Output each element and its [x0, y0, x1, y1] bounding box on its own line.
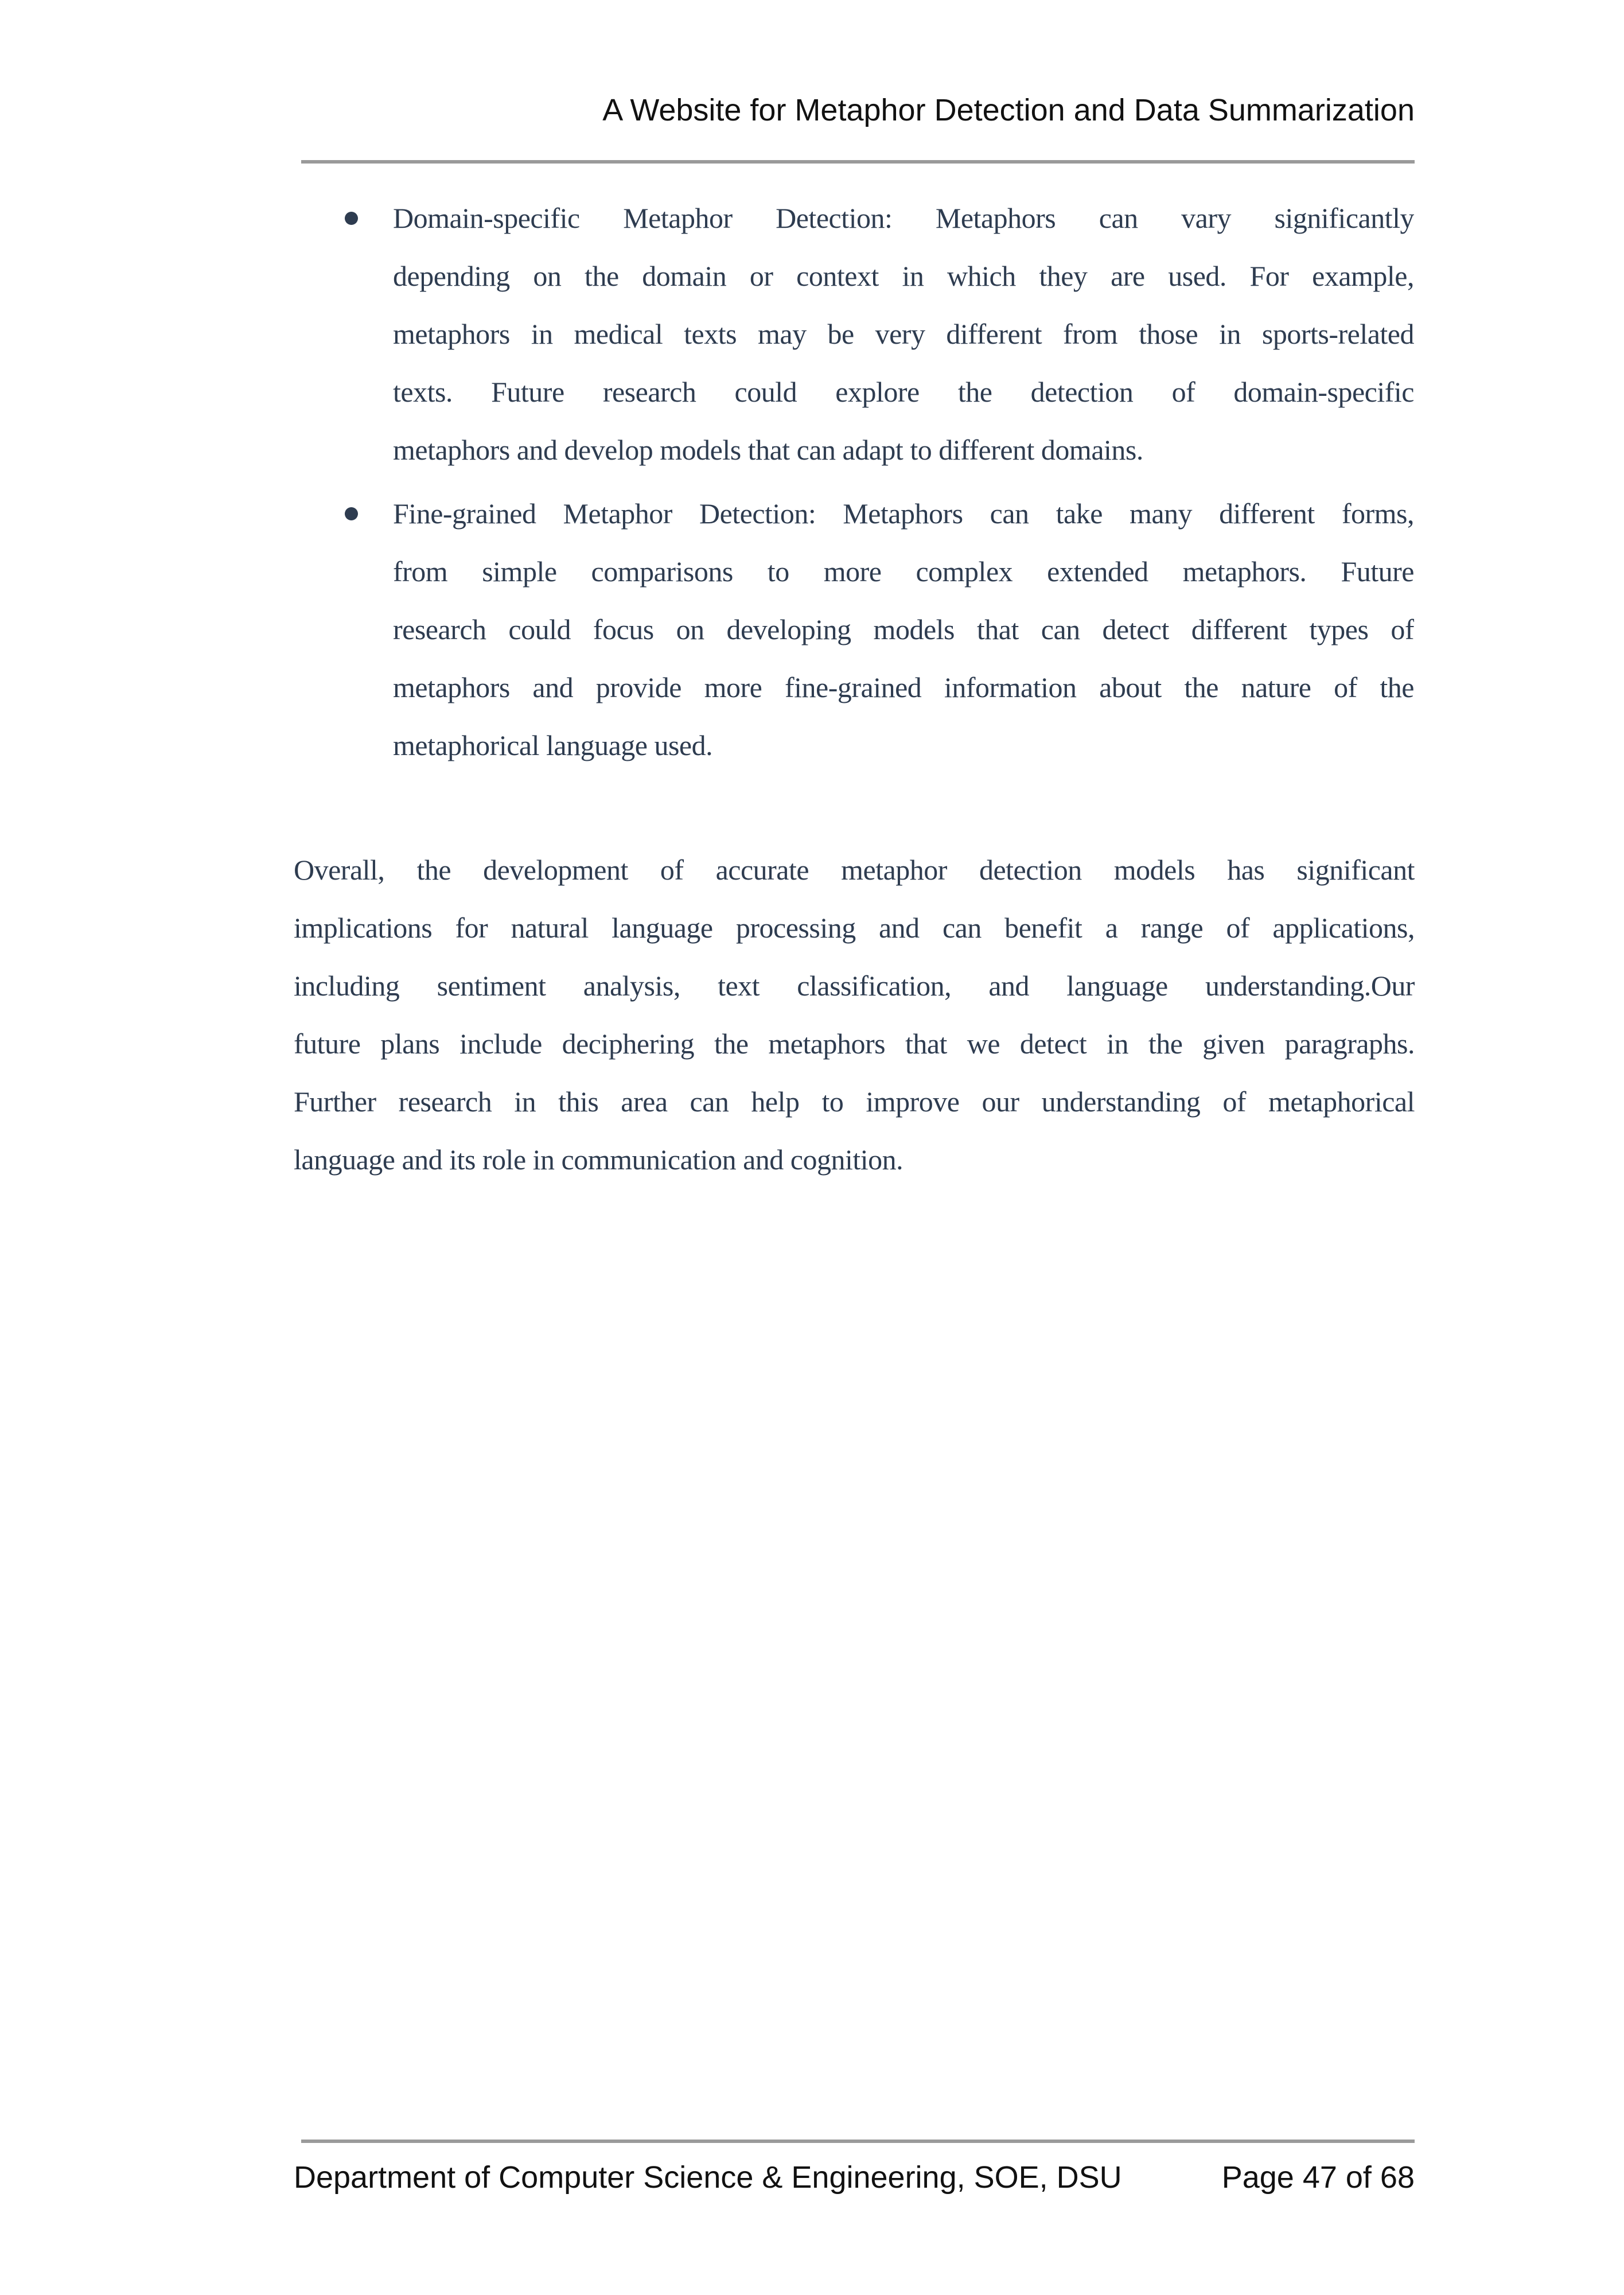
text-line: metaphors and develop models that can adapt to different domains.	[393, 434, 1143, 466]
text-line: Further research in this area can help to improve our understanding of metaphorical	[294, 1086, 1415, 1118]
text-line: texts. Future research could explore the detection of domain-specific	[393, 376, 1414, 408]
closing-paragraph	[294, 841, 1415, 1189]
text-line: Domain-specific Metaphor Detection: Metaphors can vary significantly	[393, 202, 1414, 234]
text-line: research could focus on developing models that can detect different types of	[393, 613, 1414, 645]
running-header-title: A Website for Metaphor Detection and Data Summarization	[602, 93, 1415, 127]
text-line: Overall, the development of accurate metaphor detection models has significant	[294, 854, 1415, 886]
text-line: depending on the domain or context in which they are used. For example,	[393, 260, 1414, 292]
page-footer	[294, 2159, 1415, 2196]
text-line: from simple comparisons to more complex extended metaphors. Future	[393, 555, 1414, 588]
footer-page-number: Page 47 of 68	[1221, 2160, 1415, 2195]
text-line: metaphors and provide more fine-grained information about the nature of the	[393, 671, 1414, 703]
bullet-item-fine-grained	[393, 485, 1414, 775]
text-line: future plans include deciphering the metaphors that we detect in the given paragraphs.	[294, 1028, 1415, 1060]
text-line: language and its role in communication and cognition.	[294, 1143, 903, 1176]
footer-department-text: Department of Computer Science & Engineering, SOE, DSU	[294, 2160, 1122, 2195]
text-line: including sentiment analysis, text classification, and language understanding.Our	[294, 970, 1415, 1002]
text-line: implications for natural language processing and can benefit a range of applications,	[294, 912, 1415, 944]
bullet-text-fine-grained	[393, 485, 1414, 775]
footer-rule	[301, 2140, 1415, 2143]
bullet-text-domain-specific	[393, 189, 1414, 479]
bullet-dot-icon	[345, 507, 358, 520]
bullet-list	[393, 189, 1414, 780]
text-line: Fine-grained Metaphor Detection: Metaphors can take many different forms,	[393, 497, 1414, 530]
text-line: metaphorical language used.	[393, 729, 713, 761]
bullet-item-domain-specific	[393, 189, 1414, 479]
header-rule	[301, 160, 1415, 164]
text-line: metaphors in medical texts may be very different from those in sports-related	[393, 318, 1414, 350]
bullet-dot-icon	[345, 212, 358, 225]
